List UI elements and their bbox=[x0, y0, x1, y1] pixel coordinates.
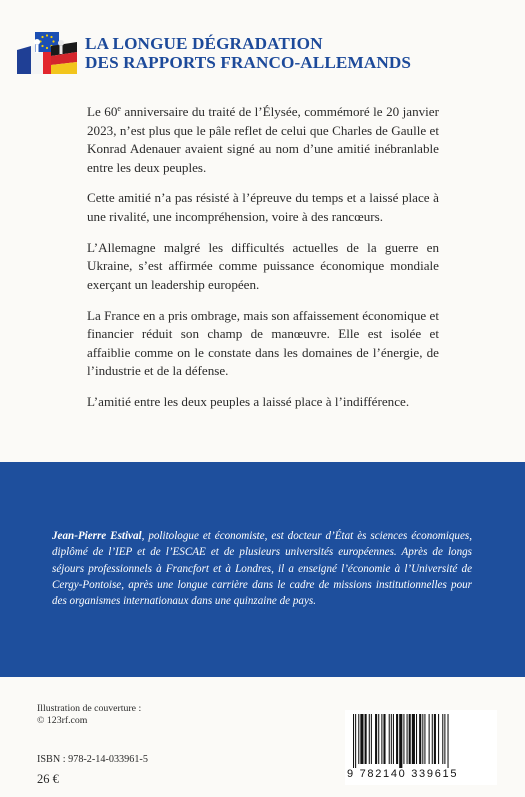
barcode-bar bbox=[383, 714, 385, 764]
barcode-bar bbox=[424, 714, 425, 764]
barcode-bar bbox=[355, 714, 356, 768]
barcode-bar bbox=[396, 714, 398, 764]
barcode-bar bbox=[407, 714, 408, 764]
credit-line-2: © 123rf.com bbox=[37, 714, 88, 726]
barcode-bar bbox=[378, 714, 379, 764]
barcode-bar bbox=[375, 714, 377, 764]
paragraph-1 bbox=[87, 103, 439, 177]
barcode bbox=[345, 710, 497, 785]
footer bbox=[37, 693, 497, 793]
barcode-bar bbox=[419, 714, 421, 764]
barcode-bar bbox=[416, 714, 417, 764]
summary-text bbox=[87, 103, 439, 424]
barcode-bar bbox=[393, 714, 394, 764]
barcode-bar bbox=[409, 714, 411, 764]
barcode-bar bbox=[432, 714, 433, 764]
barcode-bar bbox=[444, 714, 445, 764]
barcode-bar bbox=[442, 714, 443, 764]
barcode-bar bbox=[389, 714, 390, 764]
france-eu-germany-flags-icon bbox=[17, 32, 77, 74]
ordinal-superscript: e bbox=[117, 104, 121, 113]
isbn: ISBN : 978-2-14-033961-5 bbox=[37, 754, 148, 765]
barcode-bars-icon bbox=[351, 714, 491, 768]
barcode-digits: 9 782140 339615 bbox=[347, 768, 459, 780]
paragraph-3: L’Allemagne malgré les difficultés actuelles de la guerre en Ukraine, s’est affirmée comme puissance économique mondiale exerçant un leadership européen. bbox=[87, 239, 439, 292]
author-bio-text: , politologue et économiste, est docteur d’État ès sciences économiques, diplômé de l’IEP et de l’ESCAE et de plusieurs universités européennes. Après de longs séjours professionnels à Francfort et à Londres, il a enseigné l’économie à l’Université de Cergy-Pontoise, après une longue carrière dans le cadre de missions institutionnelles pour des organismes internationaux dans une quinzaine de pays. bbox=[52, 530, 472, 608]
page-title bbox=[85, 34, 411, 72]
barcode-bar bbox=[403, 714, 404, 764]
barcode-bar bbox=[381, 714, 382, 764]
barcode-bar bbox=[399, 714, 402, 768]
barcode-bar bbox=[429, 714, 430, 764]
barcode-bar bbox=[365, 714, 367, 764]
barcode-bar bbox=[360, 714, 363, 764]
header bbox=[17, 32, 507, 80]
author-bio bbox=[52, 528, 472, 609]
barcode-bar bbox=[369, 714, 370, 764]
paragraph-2: Cette amitié n’a pas résisté à l’épreuve du temps et a laissé place à une rivalité, une incompréhension, voire à des rancœurs. bbox=[87, 190, 439, 224]
barcode-bar bbox=[412, 714, 415, 764]
barcode-bar bbox=[371, 714, 372, 764]
price: 26 € bbox=[37, 772, 59, 786]
paragraph-5: L’amitié entre les deux peuples a laissé place à l’indifférence. bbox=[87, 394, 410, 410]
paragraph-1-rest: anniversaire du traité de l’Élysée, commémoré le 20 janvier 2023, n’est plus que le pâle reflet de celui que Charles de Gaulle et Konrad Adenauer avaient signé au nom d’une amitié inébranlable entre les deux peuples. bbox=[87, 104, 439, 175]
barcode-bar bbox=[358, 714, 359, 764]
credit-line-1: Illustration de couverture : bbox=[37, 703, 142, 714]
cover-credit bbox=[37, 703, 141, 726]
barcode-bar bbox=[434, 714, 436, 764]
title-line-1: LA LONGUE DÉGRADATION bbox=[85, 34, 323, 53]
barcode-bar bbox=[448, 714, 449, 768]
barcode-bar bbox=[391, 714, 392, 764]
barcode-bar bbox=[353, 714, 354, 768]
paragraph-1-start: Le 60 bbox=[87, 104, 118, 119]
author-name: Jean-Pierre Estival bbox=[52, 530, 142, 542]
barcode-bar bbox=[422, 714, 423, 764]
barcode-bar bbox=[438, 714, 439, 764]
title-line-2: DES RAPPORTS FRANCO-ALLEMANDS bbox=[85, 53, 412, 72]
author-bio-band bbox=[0, 462, 525, 677]
paragraph-4: La France en a pris ombrage, mais son affaissement économique et financier réduit son champ de manœuvre. Elle est isolée et affaiblie comme on le constate dans les domaines de l’énergie, de l’industrie et de la défense. bbox=[87, 307, 439, 379]
